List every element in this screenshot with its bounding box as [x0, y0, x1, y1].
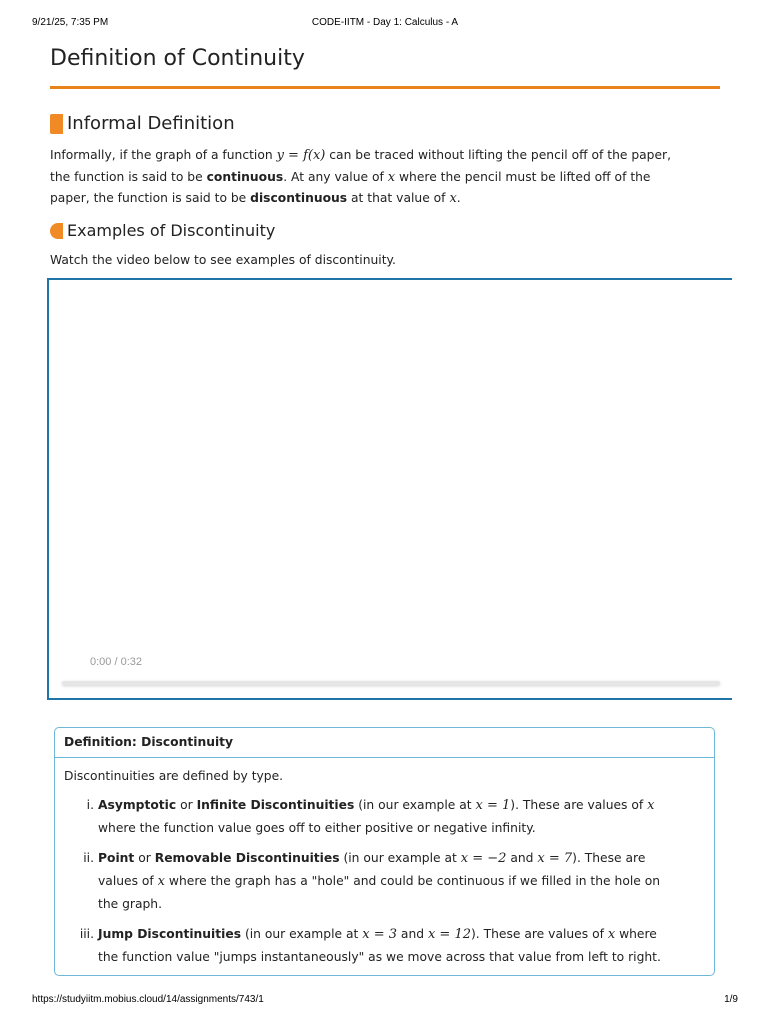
list-text: (in our example at	[339, 851, 461, 865]
print-url: https://studyiitm.mobius.cloud/14/assignments/743/1	[32, 994, 264, 1005]
term-discontinuous: discontinuous	[250, 191, 348, 205]
term-continuous: continuous	[206, 169, 284, 184]
definition-header: Definition: Discontinuity	[55, 728, 714, 758]
list-text: ). These are	[572, 851, 646, 865]
list-text: and	[506, 851, 538, 865]
list-number: i.	[86, 798, 94, 812]
section-informal-heading	[50, 113, 235, 134]
list-text: or	[176, 798, 197, 812]
informal-text: .	[456, 191, 461, 205]
informal-text: where the pencil must be lifted off of the	[395, 169, 651, 184]
list-text: (in our example at	[241, 927, 363, 941]
term-infinite-discontinuities: Infinite Discontinuities	[196, 798, 355, 812]
section-examples-heading	[50, 221, 275, 240]
term-jump-discontinuities: Jump Discontinuities	[98, 927, 242, 941]
informal-definition-paragraph	[50, 145, 720, 210]
list-text: values of	[98, 874, 158, 888]
math-expression: x	[647, 798, 655, 813]
list-item-jump	[64, 923, 706, 968]
list-text: (in our example at	[354, 798, 476, 812]
section-examples-title: Examples of Discontinuity	[67, 221, 276, 240]
examples-intro: Watch the video below to see examples of discontinuity.	[50, 253, 396, 267]
informal-text: Informally, if the graph of a function	[50, 148, 277, 162]
video-time-display: 0:00 / 0:32	[90, 656, 142, 668]
video-player[interactable]	[47, 278, 732, 700]
list-number: iii.	[79, 927, 94, 941]
informal-line-2	[50, 167, 720, 189]
list-line	[98, 794, 706, 817]
term-asymptotic: Asymptotic	[98, 798, 177, 812]
informal-text: at that value of	[347, 191, 450, 205]
math-expression: x	[157, 874, 166, 889]
list-line	[98, 847, 706, 870]
list-line: the graph.	[98, 897, 162, 911]
list-text: where the graph has a "hole" and could be continuous if we filled in the hole on	[165, 874, 661, 888]
list-text: or	[134, 851, 155, 865]
list-item-asymptotic	[64, 794, 706, 839]
print-header	[32, 17, 738, 31]
title-divider	[50, 86, 720, 89]
list-line: the function value "jumps instantaneously" as we move across that value from left to right.	[98, 950, 661, 964]
heading-marker-icon	[50, 114, 63, 134]
heading-marker-icon	[50, 223, 63, 239]
list-line	[98, 923, 706, 946]
list-text: ). These are values of	[471, 927, 608, 941]
informal-line-1	[50, 145, 720, 167]
page-title: Definition of Continuity	[50, 46, 305, 71]
informal-text: paper, the function is said to be	[50, 191, 251, 205]
video-progress-bar[interactable]	[62, 681, 720, 685]
definition-intro: Discontinuities are defined by type.	[64, 769, 284, 783]
math-expression: x = 1	[475, 798, 511, 813]
informal-text: the function is said to be	[50, 169, 207, 184]
math-expression: x	[387, 169, 396, 185]
print-footer	[32, 994, 738, 1008]
math-expression: y = f(x)	[276, 148, 326, 163]
definition-box	[54, 727, 715, 976]
print-page-number: 1/9	[724, 994, 738, 1005]
term-removable-discontinuities: Removable Discontinuities	[154, 851, 340, 865]
definition-body	[64, 766, 706, 964]
informal-text: . At any value of	[283, 169, 388, 184]
math-expression: x = 12	[427, 927, 471, 942]
print-doc-title: CODE-IITM - Day 1: Calculus - A	[311, 17, 459, 28]
math-expression: x = 3	[362, 927, 398, 942]
informal-line-3	[50, 188, 720, 210]
print-datetime: 9/21/25, 7:35 PM	[32, 17, 109, 28]
list-text: ). These are values of	[510, 798, 648, 812]
math-expression: x	[449, 191, 457, 206]
list-item-point	[64, 847, 706, 915]
list-line	[98, 870, 706, 893]
list-line: where the function value goes off to either positive or negative infinity.	[98, 821, 536, 835]
list-number: ii.	[83, 851, 94, 865]
math-expression: x = 7	[537, 851, 573, 866]
term-point: Point	[98, 851, 135, 865]
section-informal-title: Informal Definition	[67, 113, 235, 134]
math-expression: x	[607, 927, 616, 942]
discontinuity-types-list	[64, 794, 706, 968]
list-text: and	[397, 927, 428, 941]
informal-text: can be traced without lifting the pencil off of the paper,	[325, 148, 672, 162]
list-text: where	[615, 927, 657, 941]
math-expression: x = −2	[460, 851, 507, 866]
